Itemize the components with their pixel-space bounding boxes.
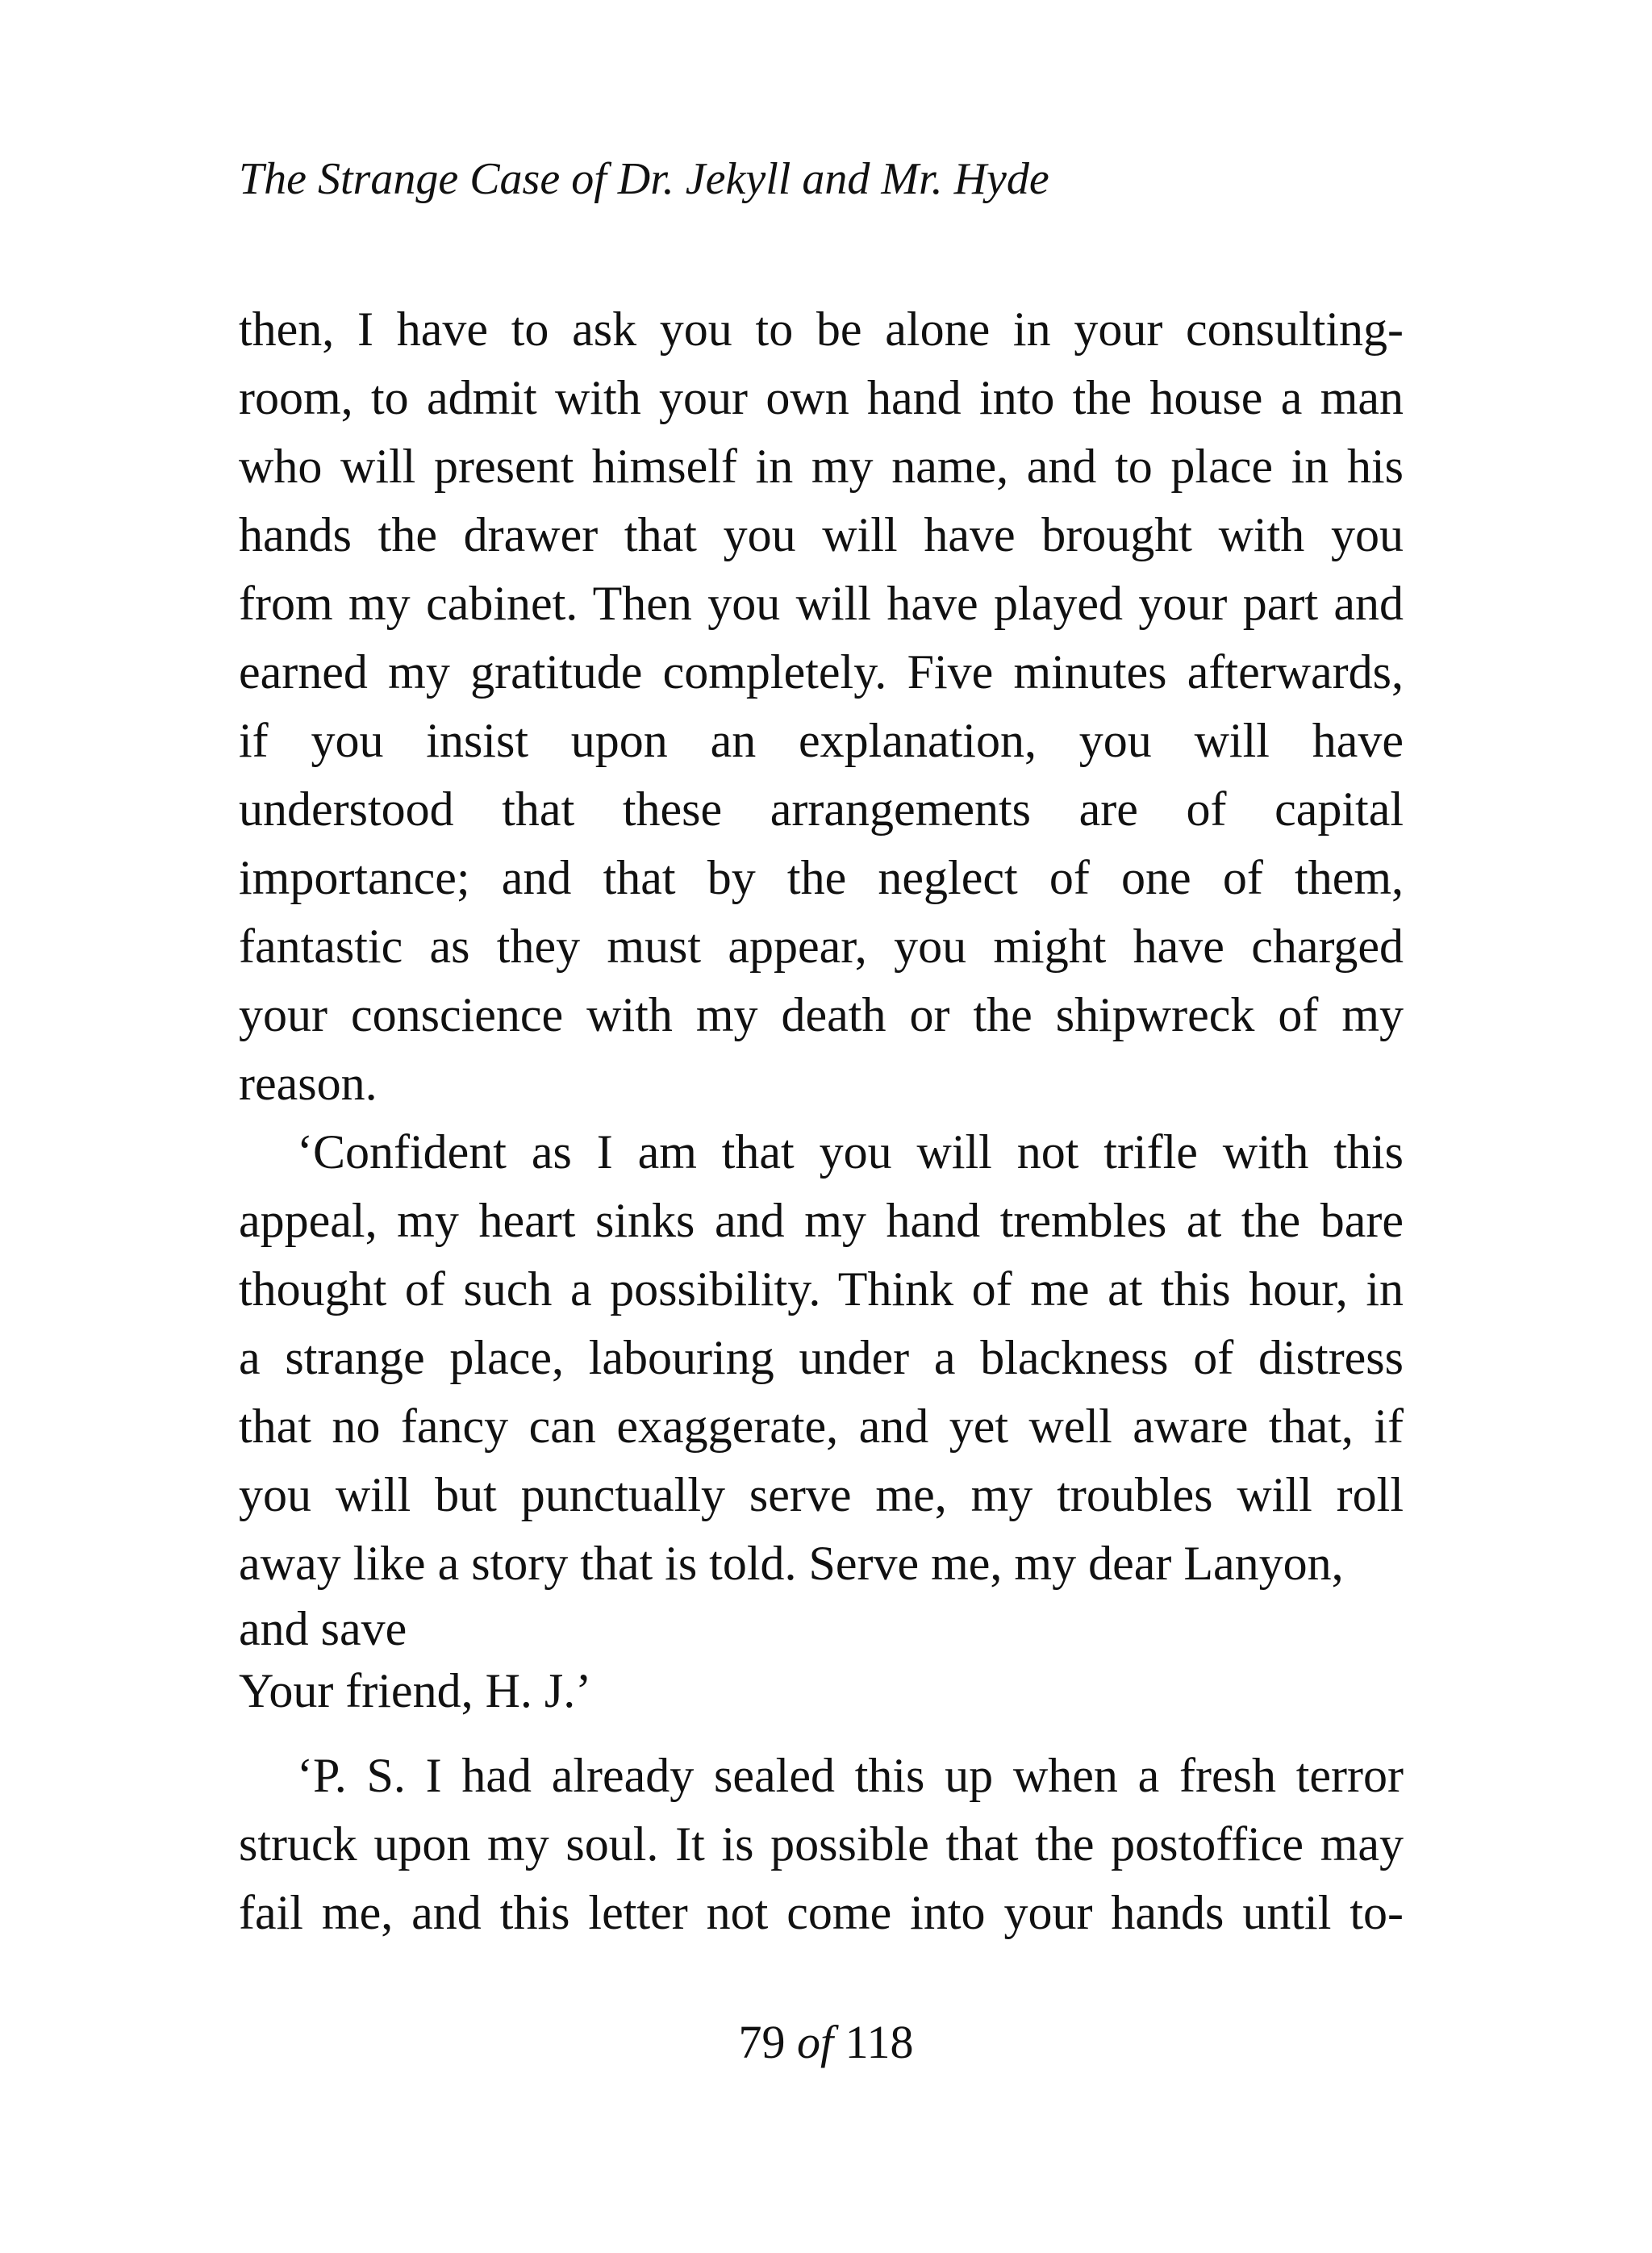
text-line: from my cabinet. Then you will have played your part and bbox=[239, 577, 1404, 630]
letter-signature bbox=[239, 1660, 1404, 1722]
body-text bbox=[239, 295, 1404, 1947]
text-line: ‘Confident as I am that you will not trifle with this bbox=[297, 1125, 1404, 1179]
text-line: you will but punctually serve me, my troubles will roll bbox=[239, 1468, 1404, 1521]
paragraph-2 bbox=[239, 1118, 1404, 1660]
paragraph-postscript bbox=[239, 1742, 1404, 1947]
text-line: fail me, and this letter not come into your hands until to- bbox=[239, 1886, 1404, 1939]
text-line: and save bbox=[239, 1602, 407, 1655]
text-line: fantastic as they must appear, you might have charged bbox=[239, 920, 1404, 973]
text-line: understood that these arrangements are of capital bbox=[239, 782, 1404, 836]
text-line: that no fancy can exaggerate, and yet well aware that, if bbox=[239, 1400, 1404, 1453]
paragraph-1 bbox=[239, 295, 1404, 1118]
text-line: room, to admit with your own hand into the house a man bbox=[239, 371, 1404, 424]
text-line: struck upon my soul. It is possible that the postoffice may bbox=[239, 1817, 1404, 1871]
paragraph-gap bbox=[239, 1722, 1404, 1742]
text-line: thought of such a possibility. Think of me at this hour, in bbox=[239, 1262, 1404, 1316]
text-line: earned my gratitude completely. Five minutes afterwards, bbox=[239, 645, 1404, 699]
text-line: then, I have to ask you to be alone in your consulting- bbox=[239, 302, 1404, 356]
text-line: who will present himself in my name, and to place in his bbox=[239, 440, 1404, 493]
text-line: a strange place, labouring under a blackness of distress bbox=[239, 1331, 1404, 1384]
text-line: importance; and that by the neglect of one of them, bbox=[239, 851, 1404, 904]
signature-line: Your friend, H. J.’ bbox=[239, 1664, 592, 1717]
text-line: hands the drawer that you will have brought with you bbox=[239, 508, 1404, 561]
text-line: ‘P. S. I had already sealed this up when a fresh terror bbox=[297, 1749, 1404, 1802]
text-line: appeal, my heart sinks and my hand trembles at the bare bbox=[239, 1194, 1404, 1247]
text-line: reason. bbox=[239, 1057, 378, 1110]
page-current: 79 bbox=[738, 2016, 786, 2068]
page-total: 118 bbox=[845, 2016, 914, 2068]
text-line: if you insist upon an explanation, you will have bbox=[239, 714, 1404, 767]
text-line: your conscience with my death or the shipwreck of my bbox=[239, 988, 1404, 1041]
running-head: The Strange Case of Dr. Jekyll and Mr. Hyde bbox=[239, 154, 1049, 204]
text-line: away like a story that is told. Serve me, my dear Lanyon, bbox=[239, 1537, 1344, 1590]
page-number bbox=[0, 2010, 1652, 2075]
page-of: of bbox=[797, 2016, 834, 2068]
